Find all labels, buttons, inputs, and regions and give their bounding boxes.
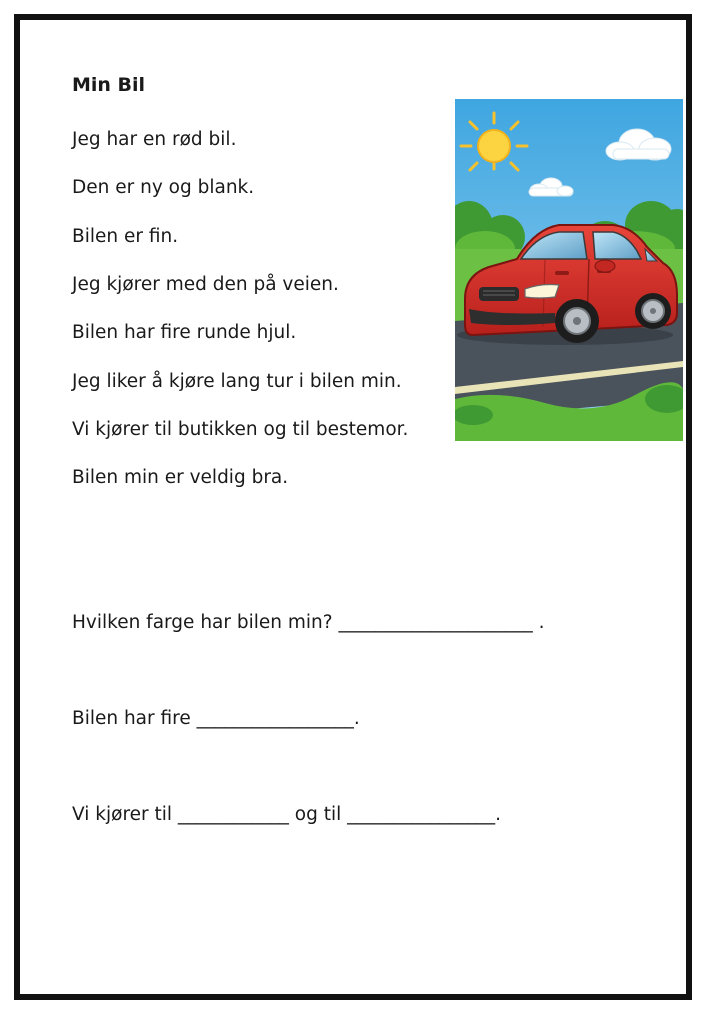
story-line-8: Bilen min er veldig bra. <box>72 467 289 488</box>
question-destinations: Vi kjører til ____________ og til ________________. <box>72 804 502 825</box>
car-illustration <box>455 99 683 441</box>
story-line-6: Jeg liker å kjøre lang tur i bilen min. <box>72 371 402 392</box>
story-line-5: Bilen har fire runde hjul. <box>72 322 297 343</box>
rear-wheel <box>635 293 671 329</box>
question-wheels: Bilen har fire _________________. <box>72 708 360 729</box>
story-line-3: Bilen er fin. <box>72 226 179 247</box>
story-line-2: Den er ny og blank. <box>72 177 255 198</box>
worksheet-title: Min Bil <box>72 74 146 96</box>
story-line-1: Jeg har en rød bil. <box>72 129 237 150</box>
front-wheel <box>555 299 599 343</box>
question-color: Hvilken farge har bilen min? _____________________ . <box>72 612 545 633</box>
story-line-4: Jeg kjører med den på veien. <box>72 274 339 295</box>
story-line-7: Vi kjører til butikken og til bestemor. <box>72 419 409 440</box>
